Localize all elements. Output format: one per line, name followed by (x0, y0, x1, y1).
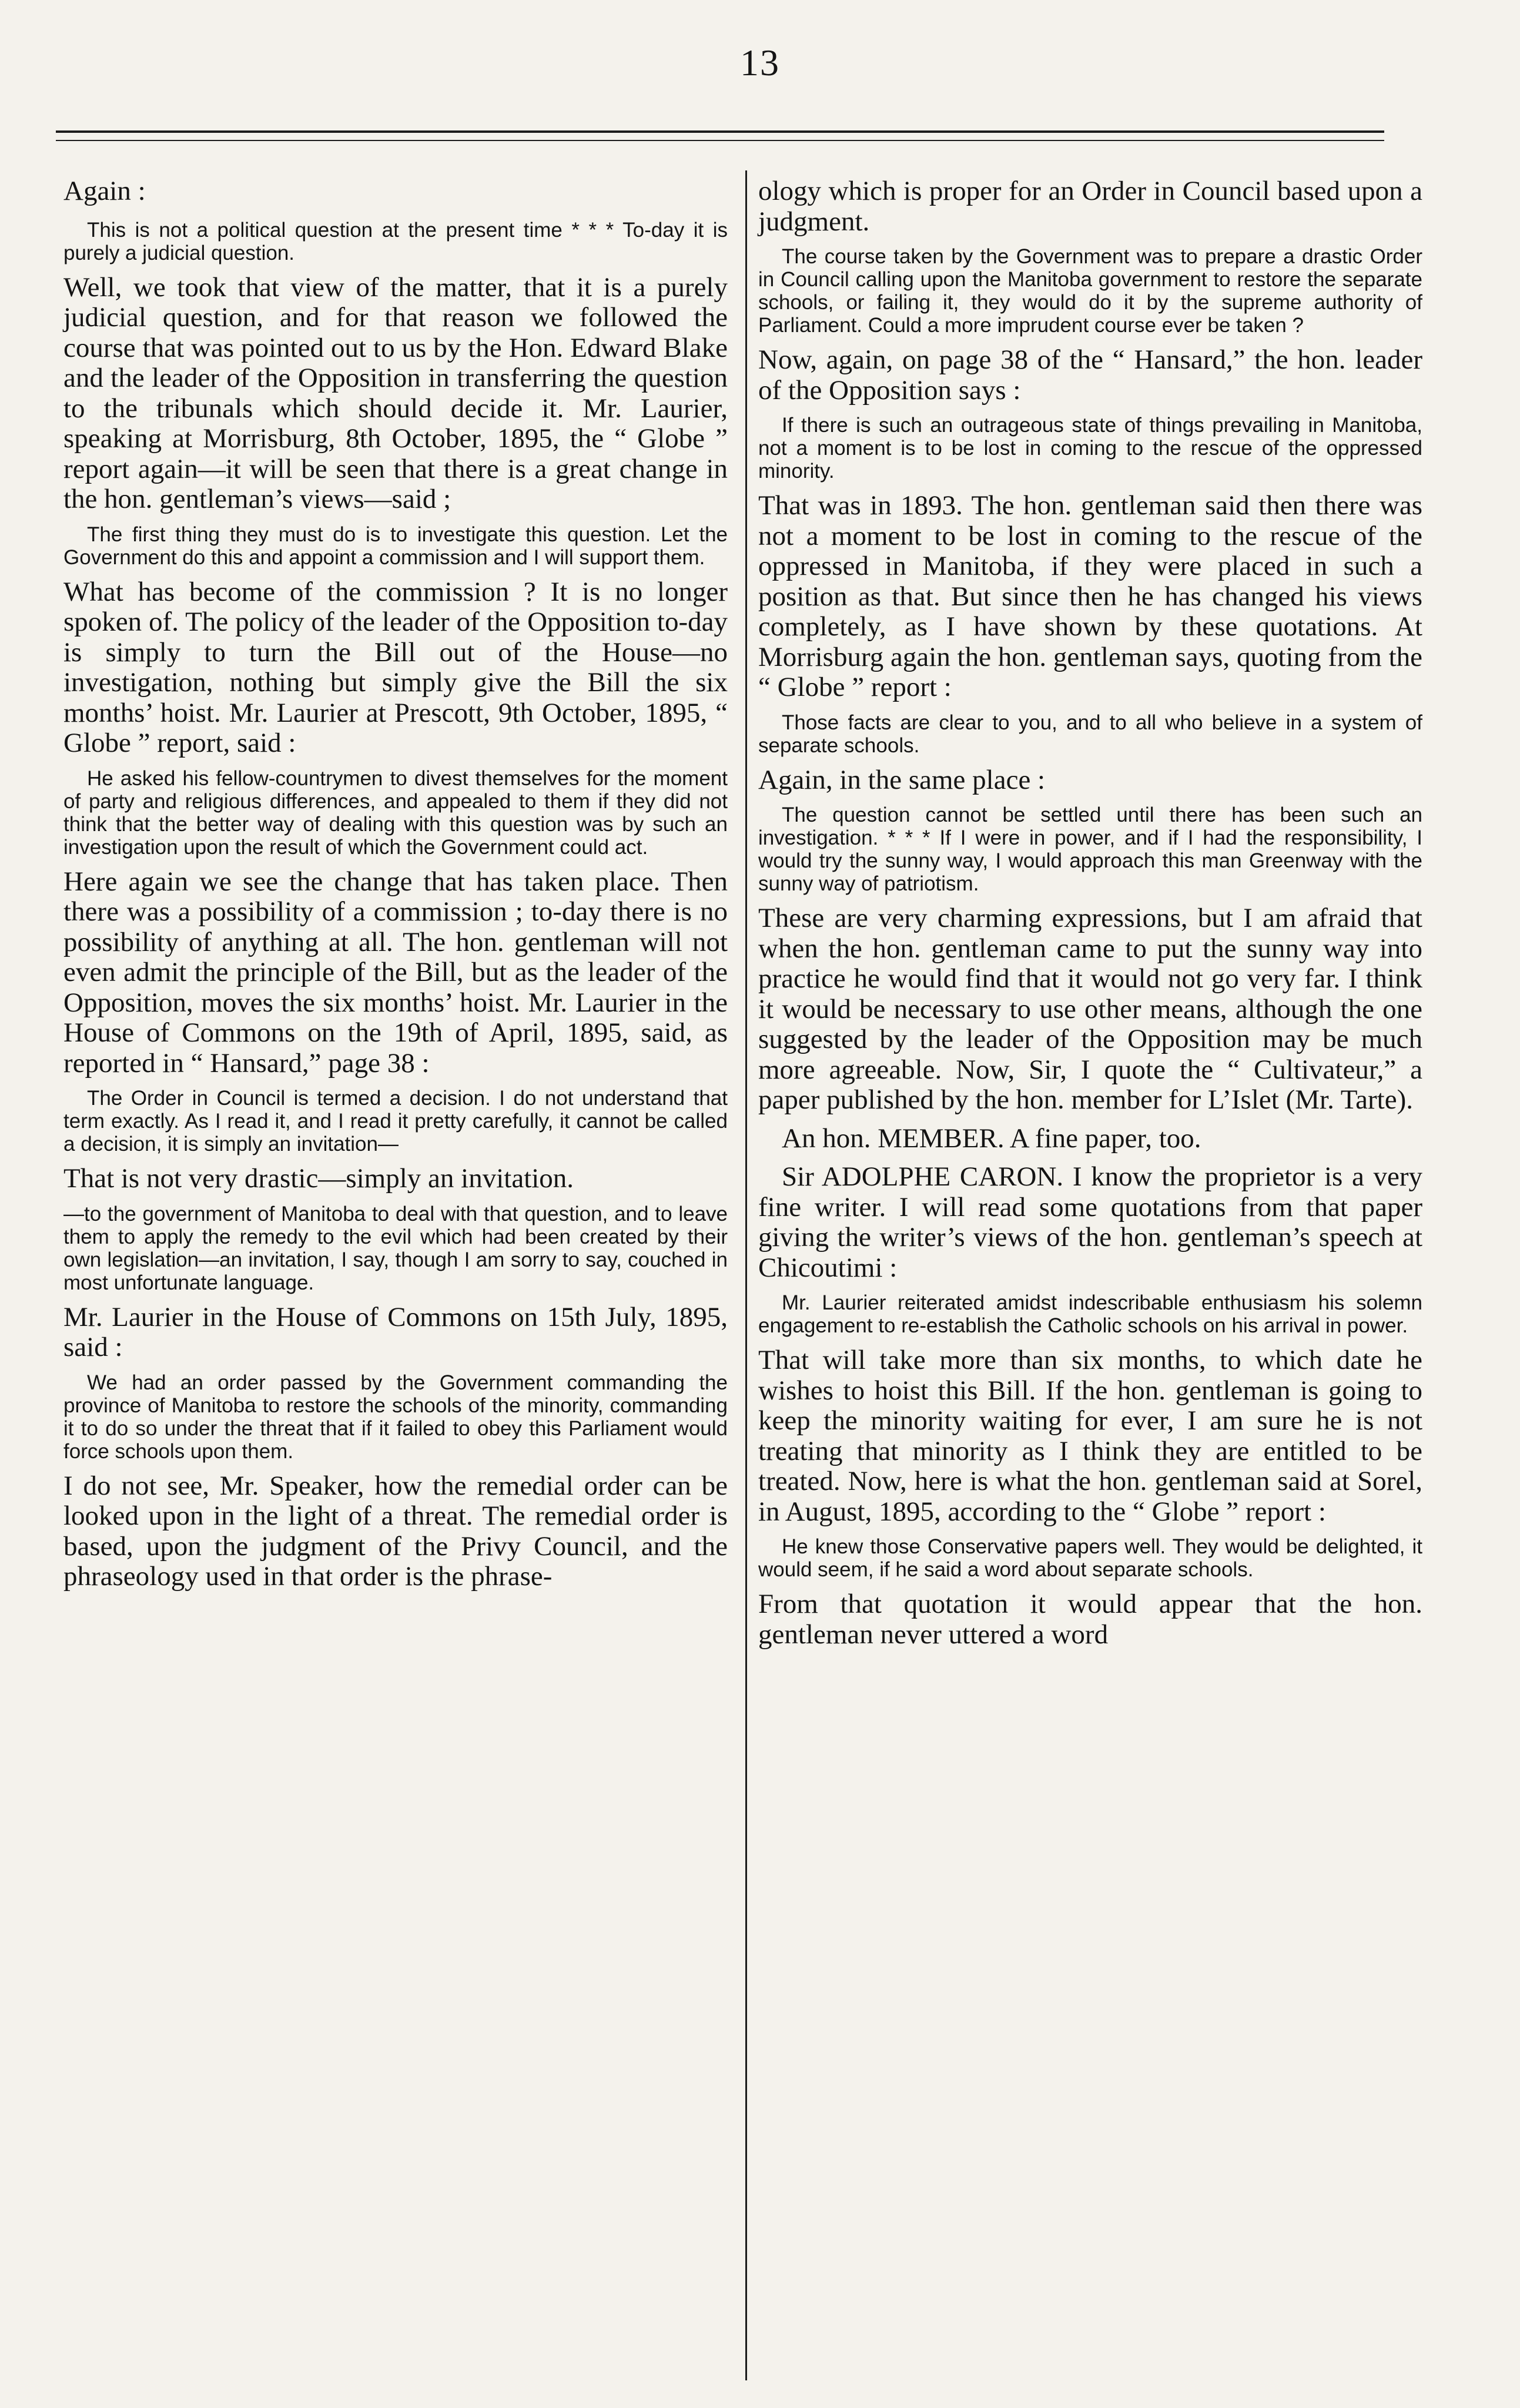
quoted-passage: This is not a political question at the present time * * * To-day it is purely a judicial question. (63, 218, 728, 264)
body-paragraph: Again : (63, 176, 146, 206)
quoted-passage: He asked his fellow-countrymen to divest themselves for the moment of party and religious differences, and appealed to them if they did not think that the better way of dealing with this question was by such an investigation upon the result of which the Government could act. (63, 766, 728, 859)
page-number: 13 (740, 42, 780, 83)
header-rule-thin (56, 140, 1384, 141)
left-column (63, 176, 728, 1592)
quoted-passage: The first thing they must do is to investigate this question. Let the Government do this and appoint a commission and I will support them. (63, 523, 728, 569)
body-paragraph: ology which is proper for an Order in Council based upon a judgment. (758, 176, 1422, 237)
quoted-passage: Those facts are clear to you, and to all who believe in a system of separate schools. (758, 711, 1422, 757)
quoted-passage: He knew those Conservative papers well. They would be delighted, it would seem, if he said a word about separate schools. (758, 1535, 1422, 1581)
quoted-passage: —to the government of Manitoba to deal with that question, and to leave them to apply the remedy to the evil which had been created by their own legislation—an invitation, I say, though I am sorry to say, couched in most unfortunate language. (63, 1202, 728, 1294)
right-column (758, 176, 1422, 1650)
body-paragraph: That was in 1893. The hon. gentleman said then there was not a moment to be lost in coming to the rescue of the oppressed in Manitoba, if they were placed in such a position as that. But since then he has changed his views completely, as I have shown by these quotations. At Morrisburg again the hon. gentleman says, quoting from the “ Globe ” report : (758, 490, 1422, 702)
quoted-passage: If there is such an outrageous state of things prevailing in Manitoba, not a moment is to be lost in coming to the rescue of the oppressed minority. (758, 414, 1422, 483)
quoted-passage: We had an order passed by the Government commanding the province of Manitoba to restore the schools of the minority, commanding it to do so under the threat that if it failed to obey this Parliament would force schools upon them. (63, 1371, 728, 1463)
quoted-passage: The question cannot be settled until there has been such an investigation. * * * If I were in power, and if I had the responsibility, I would try the sunny way, I would approach this man Greenway with the sunny way of patriotism. (758, 803, 1422, 895)
body-paragraph: What has become of the commission ? It is no longer spoken of. The policy of the leader of the Opposition to-day is simply to turn the Bill out of the House—no investigation, nothing but simply give the Bill the six months’ hoist. Mr. Laurier at Prescott, 9th October, 1895, “ Globe ” report, said : (63, 576, 728, 758)
body-paragraph: Well, we took that view of the matter, that it is a purely judicial question, and for that reason we followed the course that was pointed out to us by the Hon. Edward Blake and the leader of the Opposition in transferring the question to the tribunals which should decide it. Mr. Laurier, speaking at Morrisburg, 8th October, 1895, the “ Globe ” report again—it will be seen that there is a great change in the hon. gentleman’s views—said ; (63, 272, 728, 514)
quoted-passage: The Order in Council is termed a decision. I do not understand that term exactly. As I read it, and I read it pretty carefully, it cannot be called a decision, it is simply an invitation— (63, 1087, 728, 1156)
column-divider (745, 170, 747, 2380)
body-paragraph: From that quotation it would appear that the hon. gentleman never uttered a word (758, 1589, 1422, 1650)
body-paragraph: That is not very drastic—simply an invitation. (63, 1163, 574, 1194)
header-rule (56, 130, 1384, 133)
speaker-paragraph: An hon. MEMBER. A fine paper, too. (782, 1123, 1201, 1154)
body-paragraph: Again, in the same place : (758, 764, 1046, 795)
quoted-passage: Mr. Laurier reiterated amidst indescribable enthusiasm his solemn engagement to re-establish the Catholic schools on his arrival in power. (758, 1291, 1422, 1337)
speaker-paragraph: Sir ADOLPHE CARON. I know the proprietor is a very fine writer. I will read some quotations from that paper giving the writer’s views of the hon. gentleman’s speech at Chicoutimi : (758, 1161, 1422, 1283)
body-paragraph: That will take more than six months, to which date he wishes to hoist this Bill. If the hon. gentleman is going to keep the minority waiting for ever, I am sure he is not treating that minority as I think they are entitled to be treated. Now, here is what the hon. gentleman said at Sorel, in August, 1895, according to the “ Globe ” report : (758, 1345, 1422, 1527)
body-paragraph: Now, again, on page 38 of the “ Hansard,” the hon. leader of the Opposition says : (758, 344, 1422, 406)
body-paragraph: These are very charming expressions, but I am afraid that when the hon. gentleman came to put the sunny way into practice he would find that it would not go very far. I think it would be necessary to use other means, although the one suggested by the leader of the Opposition may be much more agreeable. Now, Sir, I quote the “ Cultivateur,” a paper published by the hon. member for L’Islet (Mr. Tarte). (758, 903, 1422, 1115)
body-paragraph: Mr. Laurier in the House of Commons on 15th July, 1895, said : (63, 1301, 728, 1362)
body-paragraph: Here again we see the change that has taken place. Then there was a possibility of a commission ; to-day there is no possibility of anything at all. The hon. gentleman will not even admit the principle of the Bill, but as the leader of the Opposition, moves the six months’ hoist. Mr. Laurier in the House of Commons on the 19th of April, 1895, said, as reported in “ Hansard,” page 38 : (63, 866, 728, 1079)
body-paragraph: I do not see, Mr. Speaker, how the remedial order can be looked upon in the light of a threat. The remedial order is based, upon the judgment of the Privy Council, and the phraseology used in that order is the phrase- (63, 1470, 728, 1592)
quoted-passage: The course taken by the Government was to prepare a drastic Order in Council calling upon the Manitoba government to restore the separate schools, or failing it, they would do it by the supreme authority of Parliament. Could a more imprudent course ever be taken ? (758, 245, 1422, 337)
